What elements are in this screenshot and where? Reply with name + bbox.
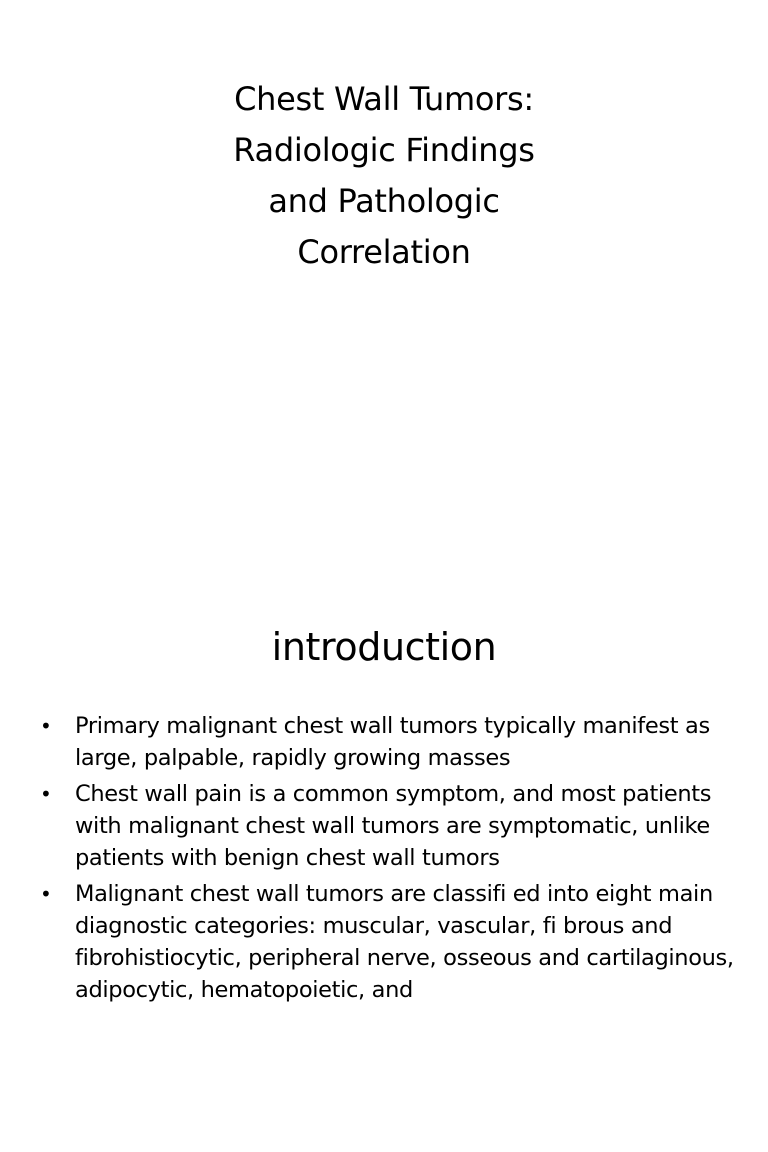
- bullet-icon: •: [40, 714, 52, 738]
- title-line: Correlation: [297, 233, 471, 271]
- slide-title: [0, 74, 768, 278]
- bullet-text: Malignant chest wall tumors are classifi ed into eight main diagnostic categories: muscular, vascular, fi brous and fibrohistiocytic, peripheral nerve, osseous and cartilaginous, adipocytic, hematopoietic, and: [75, 881, 734, 1003]
- list-item: [40, 778, 740, 874]
- bullet-text: Chest wall pain is a common symptom, and most patients with malignant chest wall tumors are symptomatic, unlike patients with benign chest wall tumors: [75, 781, 712, 871]
- bullet-text: Primary malignant chest wall tumors typically manifest as large, palpable, rapidly growing masses: [75, 713, 710, 771]
- title-line: Chest Wall Tumors:: [234, 80, 534, 118]
- slide-heading: introduction: [271, 625, 497, 669]
- list-item: [40, 710, 740, 774]
- bullet-list: [40, 710, 740, 1010]
- title-line: and Pathologic: [268, 182, 500, 220]
- introduction-slide: [0, 576, 768, 1152]
- list-item: [40, 878, 740, 1006]
- bullet-icon: •: [40, 882, 52, 906]
- bullet-icon: •: [40, 782, 52, 806]
- title-line: Radiologic Findings: [233, 131, 535, 169]
